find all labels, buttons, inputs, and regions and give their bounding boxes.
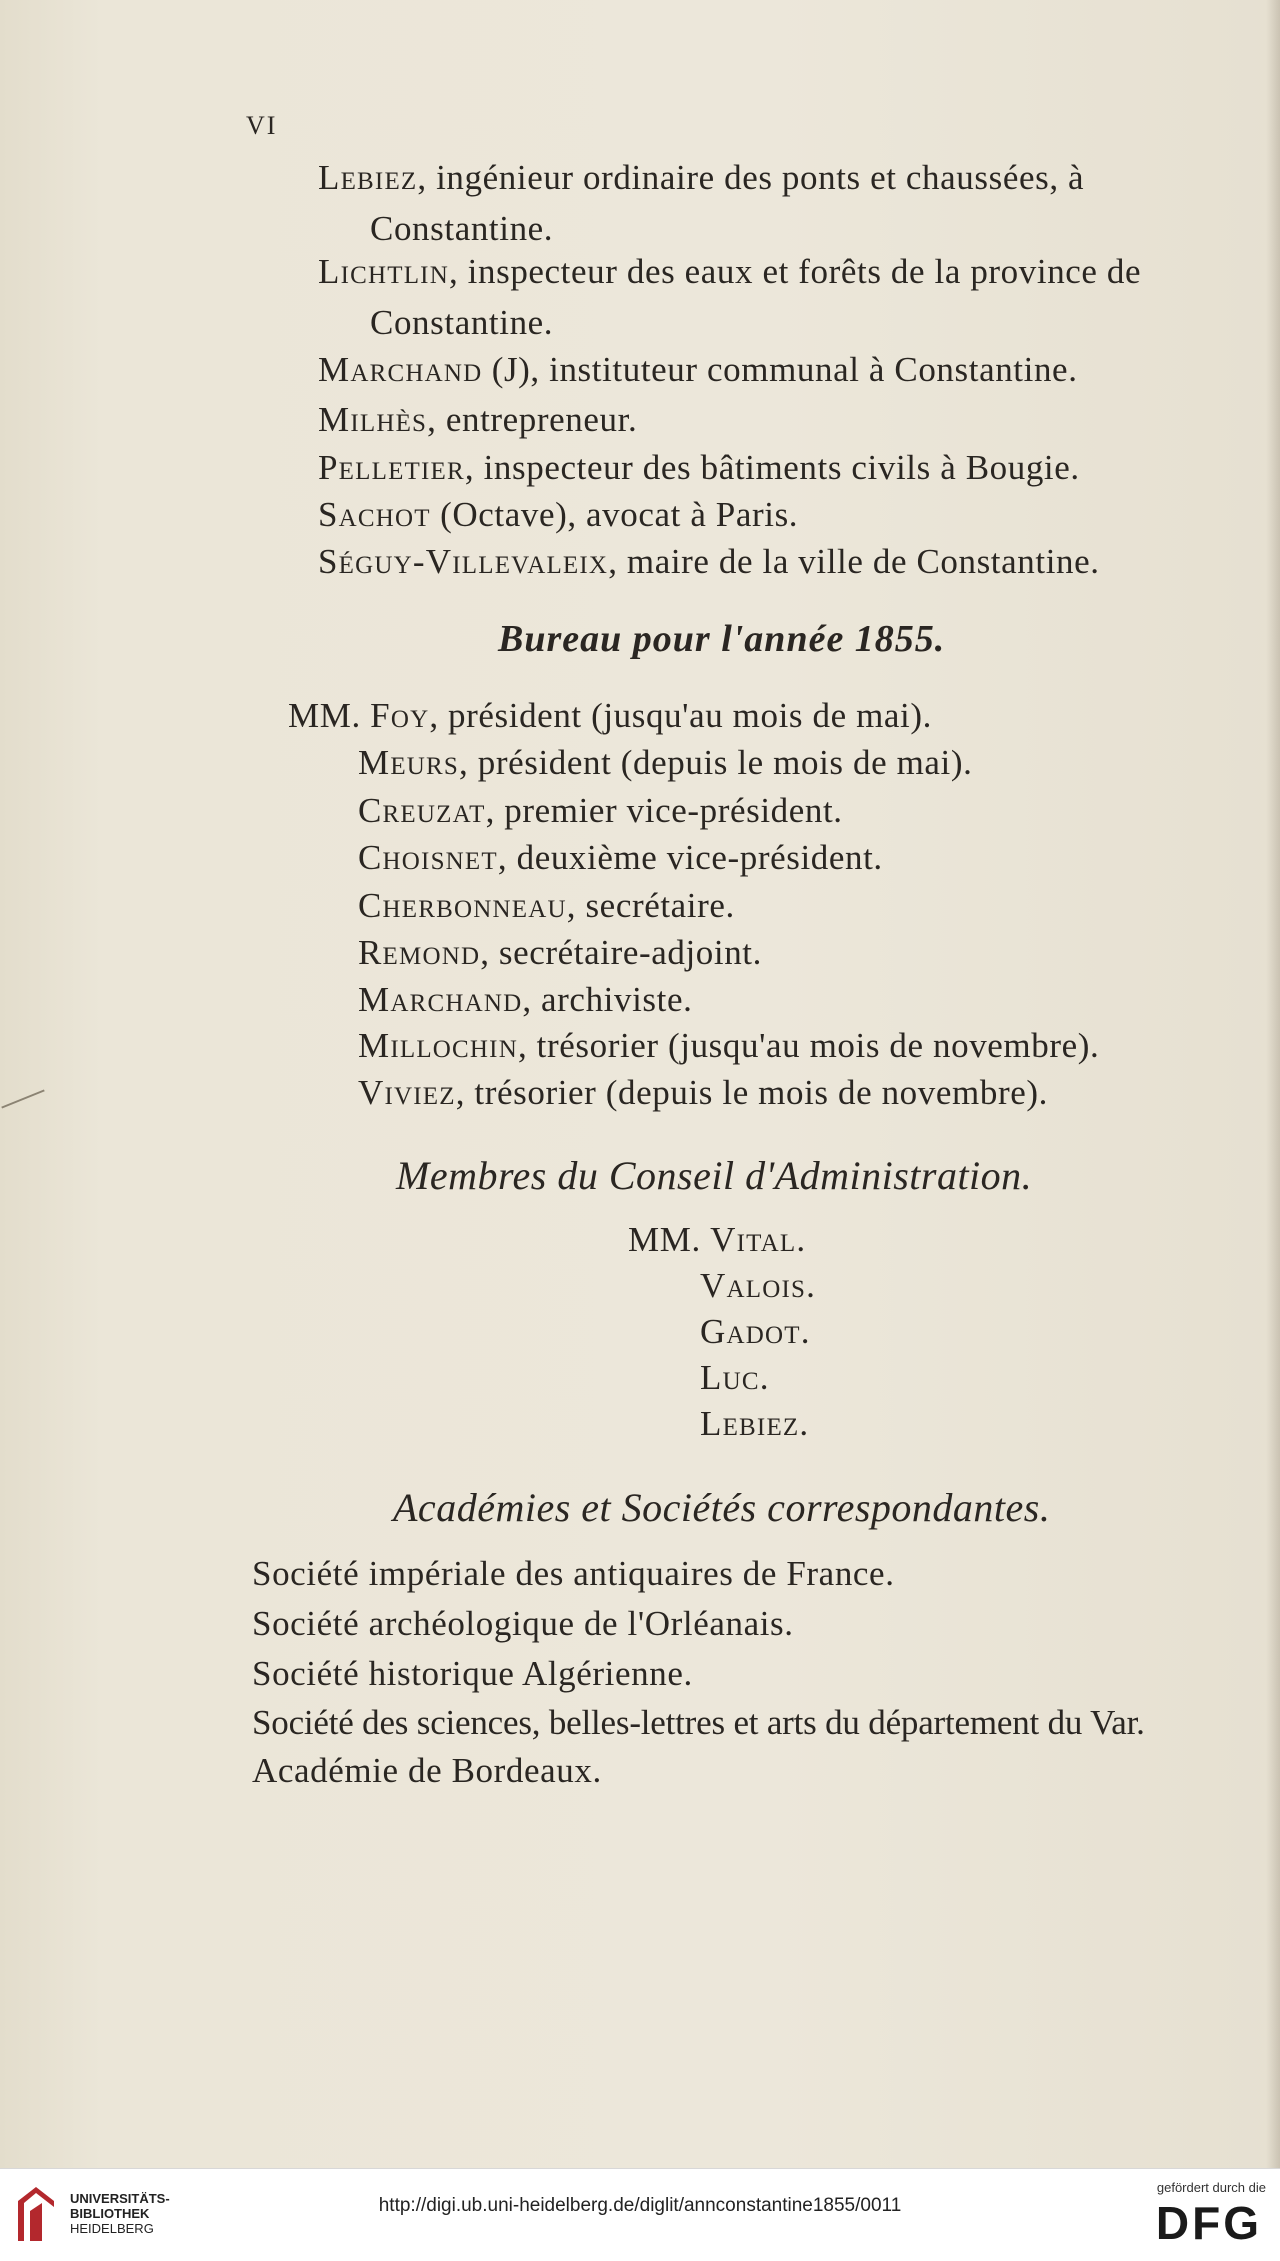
member-name: Milhès (318, 400, 428, 439)
academy-line: Société des sciences, belles-lettres et arts du département du Var. (252, 1703, 1145, 1742)
bureau-name: Viviez (358, 1073, 456, 1112)
member-desc: (Octave), avocat à Paris. (430, 495, 799, 534)
member-line-3 (318, 254, 1141, 289)
member-desc: Constantine. (370, 303, 554, 342)
council-member: Luc. (700, 1358, 770, 1397)
bureau-role: , deuxième vice-président. (497, 838, 883, 877)
member-name: Sachot (318, 495, 431, 534)
council-line-5 (700, 1406, 809, 1441)
page-edge-shadow (1266, 0, 1280, 2168)
bureau-role: , trésorier (depuis le mois de novembre). (455, 1073, 1048, 1112)
bureau-line-4 (358, 840, 883, 875)
council-member: Gadot. (700, 1312, 811, 1351)
academy-line: Académie de Bordeaux. (252, 1751, 602, 1790)
bureau-name: Millochin (358, 1026, 518, 1065)
member-name: Marchand (318, 350, 483, 389)
bureau-line-6 (358, 935, 762, 970)
bureau-role: , secrétaire-adjoint. (480, 933, 762, 972)
permalink-url[interactable]: http://digi.ub.uni-heidelberg.de/diglit/annconstantine1855/0011 (378, 2195, 902, 2216)
council-line-2 (700, 1268, 816, 1303)
bureau-name: Choisnet (358, 838, 498, 877)
bureau-role: , président (jusqu'au mois de mai). (429, 696, 932, 735)
member-line-8 (318, 497, 798, 532)
bureau-name: Remond (358, 933, 481, 972)
bureau-line-7 (358, 982, 692, 1017)
council-line-3 (700, 1314, 811, 1349)
bureau-role: , archiviste. (522, 980, 693, 1019)
academy-line: Société historique Algérienne. (252, 1654, 693, 1693)
bureau-line-5 (358, 888, 735, 923)
bureau-name: Marchand (358, 980, 523, 1019)
council-prefix: MM. (628, 1220, 701, 1259)
member-line-2 (370, 211, 553, 246)
bureau-role: , trésorier (jusqu'au mois de novembre). (517, 1026, 1100, 1065)
page-folio: VI (246, 111, 278, 140)
member-desc: (J), instituteur communal à Constantine. (482, 350, 1078, 389)
council-line-4 (700, 1360, 770, 1395)
council-member: Vital. (710, 1220, 807, 1259)
bureau-name: Cherbonneau (358, 886, 567, 925)
scan-mark (1, 1089, 44, 1108)
bureau-role: , secrétaire. (566, 886, 735, 925)
bureau-heading: Bureau pour l'année 1855. (498, 618, 946, 660)
academy-line: Société impériale des antiquaires de France. (252, 1554, 895, 1593)
bureau-line-2 (358, 745, 972, 780)
academy-line: Société archéologique de l'Orléanais. (252, 1604, 794, 1643)
academies-heading: Académies et Sociétés correspondantes. (393, 1485, 1051, 1530)
library-name-line1: UNIVERSITÄTS- (70, 2191, 170, 2206)
member-line-5 (318, 352, 1078, 387)
bureau-name: Creuzat (358, 791, 486, 830)
library-name-line2: BIBLIOTHEK (70, 2206, 150, 2221)
council-member: Lebiez. (700, 1404, 810, 1443)
funder-logo: DFG (1155, 2197, 1262, 2249)
bureau-name: Meurs (358, 743, 460, 782)
member-line-1 (318, 160, 1084, 195)
bureau-role: , président (depuis le mois de mai). (459, 743, 973, 782)
member-name: Lichtlin (318, 252, 449, 291)
bureau-role: , premier vice-président. (485, 791, 843, 830)
member-line-7 (318, 450, 1080, 485)
bureau-line-8 (358, 1028, 1099, 1063)
member-name: Pelletier (318, 448, 465, 487)
member-name: Lebiez (318, 158, 418, 197)
bureau-line-1 (288, 698, 932, 733)
member-name: Séguy-Villevaleix (318, 542, 609, 581)
library-name-line3: HEIDELBERG (70, 2221, 154, 2236)
bureau-name: Foy (370, 696, 430, 735)
bureau-line-3 (358, 793, 843, 828)
council-line-1 (628, 1222, 806, 1257)
member-desc: , ingénieur ordinaire des ponts et chaussées, à (417, 158, 1085, 197)
bureau-line-9 (358, 1075, 1048, 1110)
member-line-6 (318, 402, 637, 437)
bureau-prefix: MM. (288, 696, 361, 735)
member-desc: , inspecteur des bâtiments civils à Bougie. (464, 448, 1080, 487)
council-member: Valois. (700, 1266, 817, 1305)
member-line-4 (370, 305, 553, 340)
funder-note: gefördert durch die (1156, 2180, 1266, 2195)
member-line-9 (318, 544, 1100, 579)
member-desc: , maire de la ville de Constantine. (608, 542, 1100, 581)
member-desc: , inspecteur des eaux et forêts de la province de (448, 252, 1142, 291)
council-heading: Membres du Conseil d'Administration. (396, 1153, 1033, 1198)
member-desc: Constantine. (370, 209, 554, 248)
member-desc: , entrepreneur. (427, 400, 638, 439)
